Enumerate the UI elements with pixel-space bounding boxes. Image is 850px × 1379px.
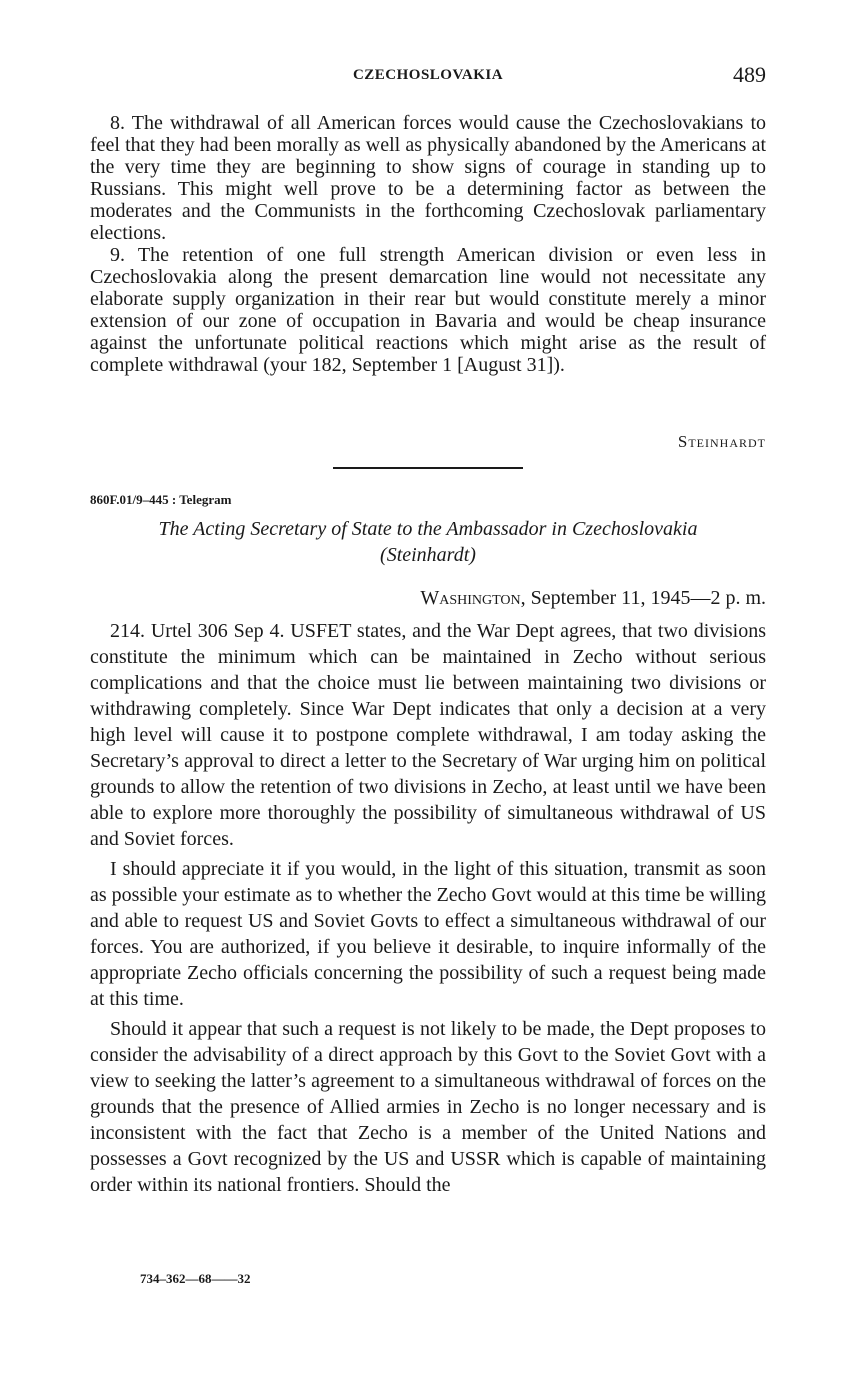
page-number: 489 (733, 62, 766, 87)
document-title (90, 516, 766, 568)
previous-document-body (90, 112, 766, 376)
running-head: CZECHOSLOVAKIA (352, 67, 504, 83)
paragraph-9: 9. The retention of one full strength American division or even less in Czechoslovakia along the present demarcation line would not necessitate any elaborate supply organization in their rear but would constitute merely a minor extension of our zone of occupation in Bavaria and would be cheap insurance against the unfortunate political reactions which might arise as the result of complete withdrawal (your 182, September 1 [August 31]). (90, 244, 766, 376)
document-title-line-2: (Steinhardt) (380, 544, 476, 566)
dateline-date: September 11, 1945—2 p. m. (530, 587, 766, 609)
dateline (420, 587, 766, 610)
printer-mark: 734–362—68——32 (140, 1271, 251, 1286)
page-header (90, 62, 766, 92)
section-divider (333, 467, 523, 469)
dateline-place: Washington, (420, 587, 526, 609)
signature: Steinhardt (677, 432, 766, 451)
paragraph-estimate-request: I should appreciate it if you would, in the light of this situation, transmit as soon as possible your estimate as to whether the Zecho Govt would at this time be willing and able to request US and Soviet Govts to effect a simultaneous withdrawal of our forces. You are authorized, if you believe it desirable, to inquire informally of the appropriate Zecho officials concerning the possibility of such a request being made at this time. (90, 858, 766, 1010)
document-title-line-1: The Acting Secretary of State to the Ambassador in Czechoslovakia (158, 518, 698, 540)
paragraph-8: 8. The withdrawal of all American forces would cause the Czechoslovakians to feel that they had been morally as well as physically abandoned by the Americans at the very time they are beginning to show signs of courage in standing up to Russians. This might well prove to be a determining factor as between the moderates and the Communists in the forthcoming Czechoslovak parliamentary elections. (90, 112, 766, 244)
paragraph-soviet-approach: Should it appear that such a request is not likely to be made, the Dept proposes to consider the advisability of a direct approach by this Govt to the Soviet Govt with a view to seeking the latter’s agreement to a simultaneous withdrawal of forces on the grounds that the presence of Allied armies in Zecho is no longer necessary and is inconsistent with the fact that Zecho is a member of the United Nations and possesses a Govt recognized by the US and USSR which is capable of maintaining order within its national frontiers. Should the (90, 1018, 766, 1196)
document-body (90, 618, 766, 1202)
file-reference: 860F.01/9–445 : Telegram (90, 492, 232, 507)
paragraph-214: 214. Urtel 306 Sep 4. USFET states, and the War Dept agrees, that two divisions constitute the minimum which can be maintained in Zecho without serious complications and that the choice must lie between maintaining two divisions or withdrawing completely. Since War Dept indicates that only a decision at a very high level will cause it to postpone complete withdrawal, I am today asking the Secretary’s approval to direct a letter to the Secretary of War urging him on political grounds to allow the retention of two divisions in Zecho, at least until we have been able to explore more thoroughly the possibility of simultaneous withdrawal of US and Soviet forces. (90, 620, 766, 850)
